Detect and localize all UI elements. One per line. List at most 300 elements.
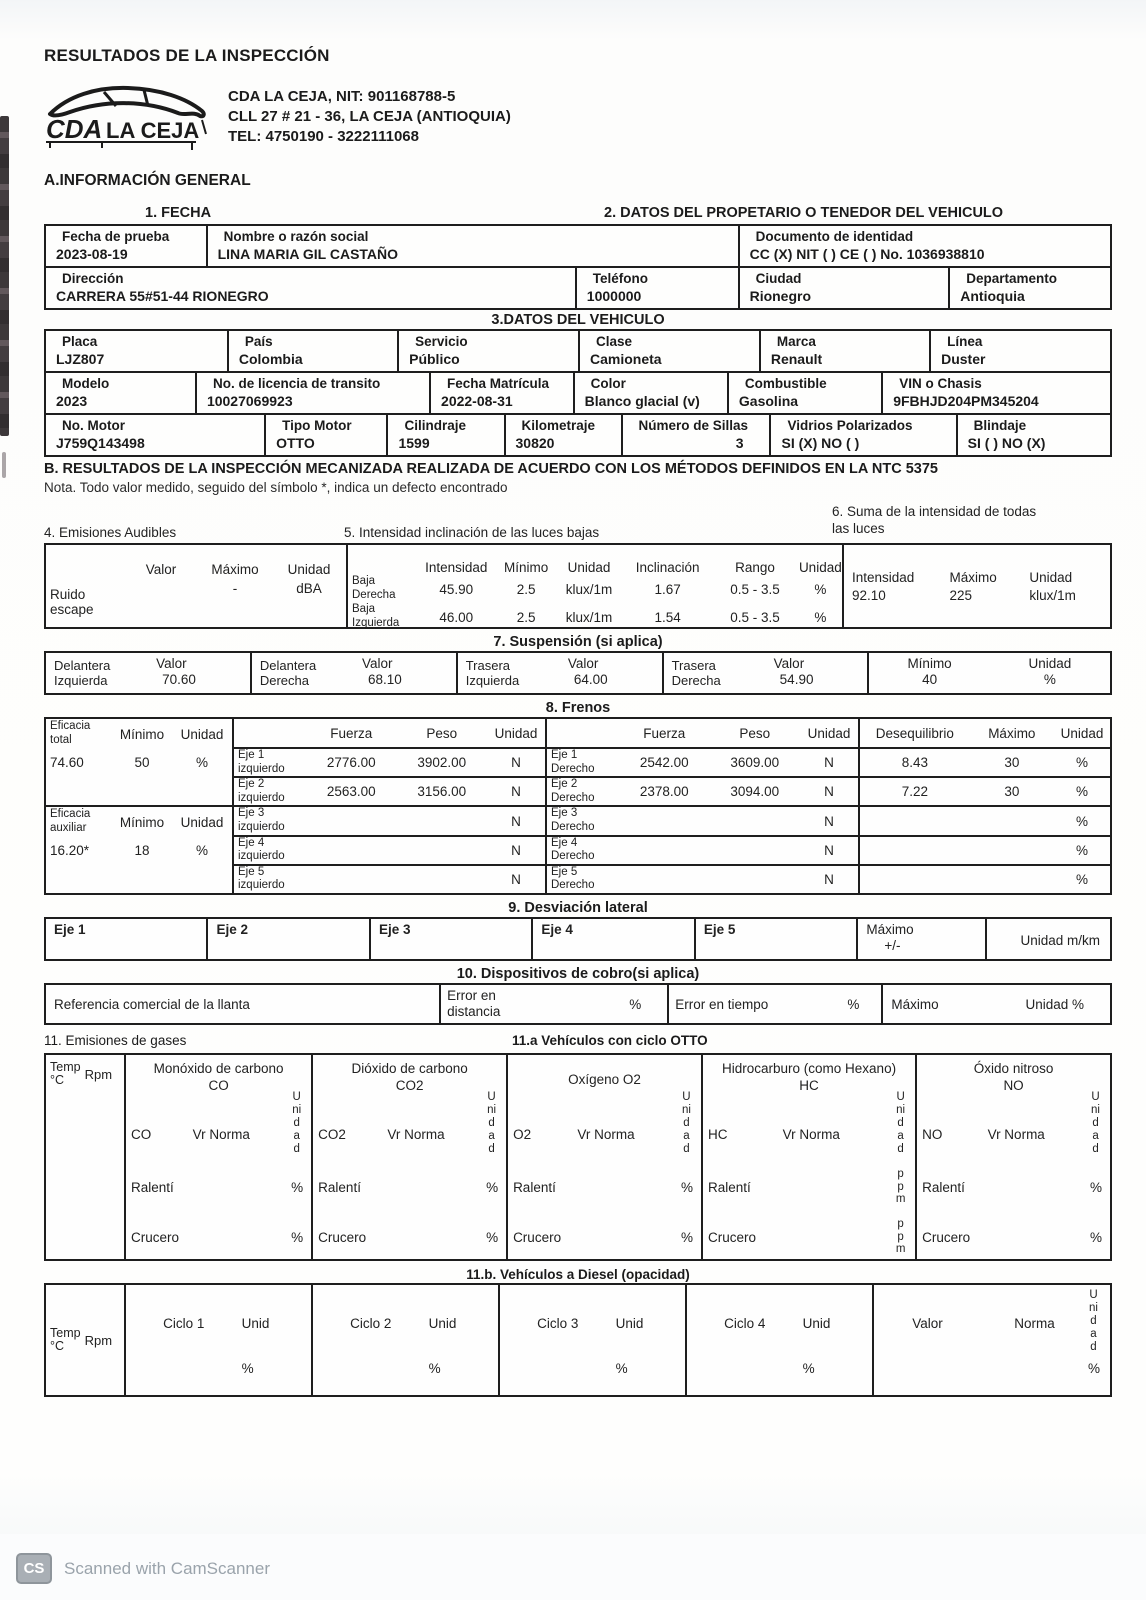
label-line2: escape bbox=[50, 602, 94, 617]
field-label: Vidrios Polarizados bbox=[787, 418, 913, 433]
ciclo-label: Ciclo 4 bbox=[724, 1315, 766, 1331]
section-6-title-line1: 6. Suma de la intensidad de todas bbox=[832, 504, 1037, 519]
gas-formula: CO2 bbox=[395, 1078, 424, 1093]
vr-norma-row bbox=[508, 1105, 681, 1163]
ralenti-label: Ralentí bbox=[131, 1179, 174, 1195]
col-unidad-2: Unidad bbox=[798, 560, 842, 575]
minimo-label: Mínimo bbox=[119, 726, 165, 742]
eje-label: Eje 4 bbox=[238, 836, 265, 849]
error-distancia-cell bbox=[439, 985, 667, 1023]
temp-rpm-cell bbox=[46, 1285, 124, 1395]
unidad-value: N bbox=[824, 813, 834, 829]
eje-label: Eje 5 bbox=[551, 865, 578, 878]
maximo-label: Máximo bbox=[866, 922, 914, 937]
col-unidad: Unidad bbox=[807, 725, 851, 741]
field-pais bbox=[227, 331, 397, 371]
eje-5-cell: Eje 5 bbox=[694, 919, 856, 959]
crucero-label: Crucero bbox=[707, 1229, 756, 1245]
field-value: 2023-08-19 bbox=[56, 246, 128, 262]
deseq-value: 8.43 bbox=[901, 755, 928, 771]
valor-norma-column bbox=[872, 1285, 1110, 1395]
unit-value: ppm bbox=[895, 1167, 906, 1206]
field-value: CC (X) NIT ( ) CE ( ) No. 1036938810 bbox=[749, 246, 985, 262]
section-2-title: 2. DATOS DEL PROPETARIO O TENEDOR DEL VEHICULO bbox=[604, 205, 1004, 221]
section-6-title bbox=[832, 503, 1036, 537]
unidad-vertical bbox=[1090, 1091, 1110, 1163]
emissions-lights-table bbox=[44, 543, 1112, 629]
col-maximo: Máximo bbox=[988, 725, 1036, 741]
unidad-vertical bbox=[681, 1091, 701, 1163]
eje-side: izquierdo bbox=[238, 821, 285, 833]
right-axles-panel bbox=[545, 719, 858, 893]
label-line2: Izquierda bbox=[352, 617, 400, 629]
fuerza-value: 2378.00 bbox=[639, 784, 689, 800]
deseq-row-5 bbox=[860, 864, 1110, 893]
otto-gas-emissions-table bbox=[44, 1053, 1112, 1261]
field-kilometraje bbox=[504, 415, 621, 455]
field-no-motor bbox=[46, 415, 264, 455]
gas-name: Dióxido de carbono bbox=[351, 1061, 468, 1076]
field-fecha-matricula bbox=[429, 373, 573, 413]
scan-artifact-mark bbox=[2, 452, 6, 478]
field-value: Duster bbox=[941, 351, 986, 367]
crucero-label: Crucero bbox=[513, 1229, 562, 1245]
suspension-limits bbox=[867, 653, 1110, 693]
sections-4-5-6-headers bbox=[44, 503, 1112, 543]
maximo-plusminus: +/- bbox=[884, 938, 901, 953]
label-line2: Izquierda bbox=[465, 673, 520, 688]
field-value: SI (X) NO ( ) bbox=[781, 435, 860, 451]
eje-label: Eje 1 bbox=[238, 749, 265, 762]
crucero-unit bbox=[486, 1211, 506, 1263]
ralenti-label: Ralentí bbox=[513, 1179, 556, 1195]
deseq-row-1 bbox=[860, 747, 1110, 776]
field-value: 30820 bbox=[515, 435, 555, 451]
suspension-trasera-derecha bbox=[662, 653, 868, 693]
temp-label: Temp bbox=[50, 1326, 81, 1340]
unit-value: % bbox=[680, 1179, 693, 1195]
section-b-note: Nota. Todo valor medido, seguido del símbolo *, indica un defecto encontrado bbox=[44, 480, 508, 495]
eje-2-cell: Eje 2 bbox=[206, 919, 368, 959]
ralenti-label: Ralentí bbox=[707, 1179, 751, 1195]
vr-norma-row bbox=[917, 1105, 1090, 1163]
section-9-title: 9. Desviación lateral bbox=[508, 900, 648, 916]
eje-side: Derecho bbox=[551, 850, 595, 863]
field-label: Color bbox=[590, 376, 626, 391]
company-name-nit: CDA LA CEJA, NIT: 901168788-5 bbox=[228, 88, 456, 105]
unidad-letters: Unidad bbox=[1091, 1091, 1100, 1155]
unidad-letters: Unidad bbox=[1089, 1289, 1098, 1353]
baja-derecha-unidad-pct: % bbox=[814, 581, 827, 597]
field-telefono bbox=[575, 268, 738, 308]
unidad-vertical bbox=[291, 1091, 311, 1163]
company-header bbox=[44, 82, 1112, 152]
eficacia-auxiliar-minimo: 18 bbox=[134, 843, 150, 858]
baja-derecha-label bbox=[348, 575, 414, 602]
label-line1: Baja bbox=[352, 575, 376, 588]
field-value: Renault bbox=[770, 351, 823, 367]
gas-code: HC bbox=[707, 1126, 728, 1142]
unidad-value: N bbox=[511, 813, 521, 829]
field-label: Fecha de prueba bbox=[62, 229, 170, 244]
fuerza-value: 2542.00 bbox=[639, 755, 689, 771]
eje-3-cell: Eje 3 bbox=[369, 919, 531, 959]
section-11-headers bbox=[44, 1033, 1112, 1053]
eje-label: Eje 3 bbox=[238, 807, 265, 820]
field-documento-identidad bbox=[738, 226, 1110, 266]
unidad-value: N bbox=[824, 842, 834, 858]
unid-label: Unid bbox=[428, 1315, 457, 1331]
ciclo-label: Ciclo 3 bbox=[537, 1315, 579, 1331]
field-value: 3 bbox=[735, 435, 744, 451]
label-line1: Baja bbox=[352, 603, 376, 616]
section-5-title: 5. Intensidad inclinación de las luces bajas bbox=[344, 525, 600, 540]
gas-column-hc bbox=[701, 1055, 915, 1259]
pct-value: % bbox=[1088, 1361, 1101, 1376]
ruido-maximo: - bbox=[232, 581, 238, 596]
field-clase bbox=[578, 331, 759, 371]
suspension-delantera-derecha bbox=[250, 653, 456, 693]
maximo-value: 30 bbox=[1004, 755, 1020, 771]
col-rango: Rango bbox=[735, 560, 775, 575]
section-a-title: A.INFORMACIÓN GENERAL bbox=[44, 172, 251, 189]
field-value: 2023 bbox=[56, 393, 88, 409]
scan-artifact-strip bbox=[0, 116, 9, 436]
eficacia-total-unidad: % bbox=[195, 755, 208, 770]
label-line1: Trasera bbox=[465, 658, 511, 673]
eje-2-izquierdo-row bbox=[234, 776, 545, 805]
baja-izquierda-unidad-pct: % bbox=[814, 609, 827, 625]
vehicle-table bbox=[44, 329, 1112, 457]
maximo-value: 30 bbox=[1004, 784, 1020, 800]
crucero-label: Crucero bbox=[318, 1229, 367, 1245]
pct-value: % bbox=[428, 1361, 441, 1376]
field-label: Clase bbox=[595, 334, 633, 349]
section-b-title: B. RESULTADOS DE LA INSPECCIÓN MECANIZADA REALIZADA DE ACUERDO CON LOS MÉTODOS DEFINIDOS EN LA NTC 5375 bbox=[44, 461, 938, 477]
col-maximo: Máximo bbox=[949, 570, 997, 585]
field-tipo-motor bbox=[264, 415, 386, 455]
svg-text:LA CEJA: LA CEJA bbox=[106, 117, 200, 143]
minimo-value: 40 bbox=[922, 672, 938, 687]
ciclo-label: Ciclo 2 bbox=[350, 1315, 392, 1331]
ciclo-1-column bbox=[124, 1285, 311, 1395]
baja-izquierda-inclinacion: 1.54 bbox=[654, 609, 681, 625]
baja-izquierda-intensidad: 46.00 bbox=[439, 609, 474, 625]
ralenti-label: Ralentí bbox=[922, 1179, 965, 1195]
camscanner-footer bbox=[0, 1534, 1146, 1600]
col-unidad: Unidad bbox=[1060, 725, 1104, 741]
brakes-table bbox=[44, 717, 1112, 895]
camscanner-badge-icon: CS bbox=[16, 1553, 52, 1584]
col-inclinacion: Inclinación bbox=[635, 560, 700, 575]
field-label: VIN o Chasis bbox=[899, 376, 982, 391]
field-value: LINA MARIA GIL CASTAÑO bbox=[217, 246, 399, 262]
baja-izquierda-label bbox=[348, 603, 414, 630]
col-fuerza: Fuerza bbox=[643, 725, 686, 741]
field-combustible bbox=[727, 373, 881, 413]
eficacia-auxiliar-box bbox=[46, 805, 232, 893]
unidad-value: N bbox=[511, 784, 521, 800]
field-value: LJZ807 bbox=[56, 351, 105, 367]
pct-value: % bbox=[615, 1361, 628, 1376]
ciclo-3-column bbox=[498, 1285, 685, 1395]
unid-label: Unid bbox=[241, 1315, 270, 1331]
field-value: 9FBHJD204PM345204 bbox=[893, 393, 1039, 409]
field-label: Ciudad bbox=[755, 271, 802, 286]
unit-value: % bbox=[291, 1179, 304, 1195]
field-label: Departamento bbox=[966, 271, 1058, 286]
gas-code: NO bbox=[922, 1126, 943, 1142]
company-address: CLL 27 # 21 - 36, LA CEJA (ANTIOQUIA) bbox=[228, 108, 511, 125]
label-line1: Delantera bbox=[259, 658, 317, 673]
suspension-table bbox=[44, 651, 1112, 695]
field-ciudad bbox=[738, 268, 949, 308]
field-value: Colombia bbox=[238, 351, 303, 367]
peso-value: 3156.00 bbox=[417, 784, 467, 800]
deseq-value: 7.22 bbox=[901, 784, 928, 800]
unidad-pct: % bbox=[1075, 784, 1088, 800]
col-peso: Peso bbox=[426, 725, 458, 741]
gas-title bbox=[917, 1055, 1110, 1105]
pct-value: % bbox=[241, 1361, 254, 1376]
field-value: OTTO bbox=[276, 435, 315, 451]
col-unidad: Unidad bbox=[494, 725, 538, 741]
field-label: Modelo bbox=[62, 376, 110, 391]
unidad-cell: Unidad m/km bbox=[985, 919, 1110, 959]
valor-label: Valor bbox=[361, 656, 393, 671]
vr-norma-label: Vr Norma bbox=[192, 1126, 250, 1142]
unit-value: % bbox=[486, 1229, 499, 1245]
vr-norma-row bbox=[703, 1105, 895, 1163]
label: Error en tiempo bbox=[675, 996, 769, 1012]
eje-label: Eje 3 bbox=[551, 807, 578, 820]
field-label: Servicio bbox=[415, 334, 468, 349]
company-phone: TEL: 4750190 - 3222111068 bbox=[228, 128, 419, 145]
diesel-opacity-table bbox=[44, 1283, 1112, 1397]
field-label: Línea bbox=[947, 334, 983, 349]
eficacia-total-minimo: 50 bbox=[134, 755, 150, 770]
field-label: Fecha Matrícula bbox=[447, 376, 550, 391]
baja-derecha-unidad: klux/1m bbox=[565, 581, 613, 597]
lights-sum-panel bbox=[842, 545, 1110, 627]
gas-column-co bbox=[124, 1055, 311, 1259]
gas-title bbox=[703, 1055, 915, 1105]
peso-value: 3902.00 bbox=[417, 755, 467, 771]
label-line2: Derecha bbox=[671, 673, 721, 688]
temp-label: Temp bbox=[50, 1060, 81, 1074]
col-peso: Peso bbox=[739, 725, 771, 741]
rpm-label: Rpm bbox=[84, 1333, 113, 1348]
crucero-unit bbox=[291, 1211, 311, 1263]
valor-label: Valor bbox=[773, 656, 805, 671]
field-value: Antioquia bbox=[960, 288, 1025, 304]
eficacia-auxiliar-unidad: % bbox=[195, 843, 208, 858]
gas-column-no bbox=[915, 1055, 1110, 1259]
section-1-title: 1. FECHA bbox=[145, 205, 212, 221]
ruido-escape-label bbox=[46, 587, 124, 617]
unid-label: Unid bbox=[802, 1315, 831, 1331]
label-line2: auxiliar bbox=[50, 822, 87, 834]
baja-derecha-intensidad: 45.90 bbox=[439, 581, 474, 597]
vr-norma-label: Vr Norma bbox=[987, 1126, 1045, 1142]
gas-name: Hidrocarburo (como Hexano) bbox=[722, 1061, 897, 1076]
field-value: Camioneta bbox=[589, 351, 662, 367]
valor-label: Valor bbox=[912, 1315, 943, 1331]
section-10-title: 10. Dispositivos de cobro(si aplica) bbox=[456, 966, 700, 982]
eje-1-derecho-row bbox=[547, 747, 858, 776]
field-numero-sillas bbox=[621, 415, 770, 455]
field-nombre-razon-social bbox=[206, 226, 738, 266]
unidad-label: Unidad % bbox=[1025, 996, 1084, 1012]
field-label: Placa bbox=[62, 334, 98, 349]
col-minimo: Mínimo bbox=[504, 560, 549, 575]
eje-label: Eje 4 bbox=[551, 836, 578, 849]
label-line2: Izquierda bbox=[54, 673, 108, 688]
unit-value: % bbox=[1090, 1179, 1103, 1195]
imbalance-panel bbox=[858, 719, 1110, 893]
eje-side: Derecho bbox=[551, 821, 595, 833]
suspension-trasera-izquierda bbox=[456, 653, 662, 693]
ruido-unidad: dBA bbox=[296, 581, 322, 596]
gas-name: Oxígeno O2 bbox=[568, 1072, 641, 1087]
label-line1: Delantera bbox=[54, 658, 111, 673]
field-label: Tipo Motor bbox=[282, 418, 352, 433]
crucero-label: Crucero bbox=[131, 1229, 180, 1245]
cda-car-logo-icon bbox=[44, 80, 214, 155]
field-value: 1599 bbox=[398, 435, 430, 451]
eje-4-cell: Eje 4 bbox=[531, 919, 693, 959]
unit-pct: % bbox=[847, 996, 860, 1012]
vr-norma-label: Vr Norma bbox=[577, 1126, 635, 1142]
col-fuerza: Fuerza bbox=[330, 725, 373, 741]
section-6-title-line2: las luces bbox=[832, 521, 885, 536]
eje-side: izquierdo bbox=[238, 762, 285, 775]
ciclo-label: Ciclo 1 bbox=[163, 1315, 205, 1331]
low-beam-lights-panel bbox=[346, 545, 842, 627]
eje-5-derecho-row bbox=[547, 864, 858, 893]
camscanner-watermark-text: Scanned with CamScanner bbox=[64, 1558, 271, 1578]
unidad-value: N bbox=[824, 755, 834, 771]
unidad-value: N bbox=[511, 842, 521, 858]
field-value: 10027069923 bbox=[206, 393, 293, 409]
crucero-unit bbox=[895, 1211, 915, 1263]
field-linea bbox=[929, 331, 1110, 371]
field-servicio bbox=[397, 331, 578, 371]
referencia-llanta-cell: Referencia comercial de la llanta bbox=[54, 996, 250, 1012]
eje-5-izquierdo-row bbox=[234, 864, 545, 893]
vr-norma-label: Vr Norma bbox=[782, 1126, 840, 1142]
field-fecha-de-prueba bbox=[46, 226, 206, 266]
unid-label: Unid bbox=[615, 1315, 644, 1331]
suspension-delantera-izquierda bbox=[46, 653, 250, 693]
crucero-unit bbox=[681, 1211, 701, 1263]
field-label: Blindaje bbox=[973, 418, 1027, 433]
unit-pct: % bbox=[629, 996, 642, 1012]
field-value: CARRERA 55#51-44 RIONEGRO bbox=[56, 288, 269, 304]
field-value: Público bbox=[409, 351, 460, 367]
eje-4-izquierdo-row bbox=[234, 835, 545, 864]
ralenti-label: Ralentí bbox=[318, 1179, 361, 1195]
unidad-letters: Unidad bbox=[487, 1091, 497, 1155]
field-cilindraje bbox=[386, 415, 503, 455]
field-licencia-transito bbox=[195, 373, 429, 413]
unit-value: ppm bbox=[895, 1217, 906, 1256]
unidad-pct: % bbox=[1075, 871, 1088, 887]
col-valor: Valor bbox=[145, 562, 177, 577]
field-label: No. Motor bbox=[62, 418, 125, 433]
peso-value: 3094.00 bbox=[730, 784, 780, 800]
brake-efficiency-panel bbox=[46, 719, 232, 893]
label-line1: Ruido bbox=[50, 587, 86, 602]
gas-code: O2 bbox=[513, 1126, 532, 1142]
page-title: RESULTADOS DE LA INSPECCIÓN bbox=[44, 46, 330, 65]
eje-label: Eje 2 bbox=[551, 778, 578, 791]
norma-label: Norma bbox=[1014, 1315, 1055, 1331]
col-unidad: Unidad bbox=[567, 560, 611, 575]
unidad-pct: % bbox=[1075, 813, 1088, 829]
vr-norma-row bbox=[313, 1105, 486, 1163]
eje-label: Eje 5 bbox=[238, 865, 265, 878]
maximo-unidad-cell bbox=[881, 985, 1110, 1023]
vr-norma-row bbox=[126, 1105, 291, 1163]
field-value: Rionegro bbox=[749, 288, 812, 304]
valor-value: 68.10 bbox=[367, 672, 402, 687]
ruido-valor bbox=[124, 577, 198, 581]
label-line1: Error en bbox=[447, 988, 496, 1003]
left-axles-panel bbox=[232, 719, 545, 893]
eje-3-derecho-row bbox=[547, 805, 858, 834]
gas-formula: NO bbox=[1003, 1078, 1024, 1093]
section-3-title: 3.DATOS DEL VEHICULO bbox=[491, 312, 665, 328]
section-7-title: 7. Suspensión (si aplica) bbox=[493, 634, 663, 650]
vr-norma-label: Vr Norma bbox=[387, 1126, 445, 1142]
deseq-row-3 bbox=[860, 805, 1110, 834]
company-info bbox=[228, 87, 511, 147]
gas-code: CO bbox=[131, 1126, 152, 1142]
gas-column-co2 bbox=[311, 1055, 506, 1259]
section-8-title: 8. Frenos bbox=[545, 700, 611, 716]
valor-label: Valor bbox=[567, 656, 599, 671]
eje-3-izquierdo-row bbox=[234, 805, 545, 834]
eje-side: izquierdo bbox=[238, 791, 285, 804]
unidad-label: Unidad bbox=[180, 726, 224, 742]
gas-column-o2 bbox=[506, 1055, 701, 1259]
field-departamento bbox=[948, 268, 1110, 308]
unit-value: % bbox=[680, 1229, 693, 1245]
baja-izquierda-minimo: 2.5 bbox=[516, 609, 536, 625]
valor-value: 70.60 bbox=[162, 672, 196, 687]
baja-izquierda-unidad: klux/1m bbox=[565, 609, 613, 625]
deseq-row-4 bbox=[860, 835, 1110, 864]
maximo-label: Máximo bbox=[891, 996, 939, 1012]
eje-1-cell: Eje 1 bbox=[54, 922, 86, 937]
field-label: Teléfono bbox=[592, 271, 649, 286]
field-label: Dirección bbox=[62, 271, 124, 286]
field-label: Número de Sillas bbox=[638, 418, 749, 433]
eje-side: izquierdo bbox=[238, 879, 285, 892]
baja-derecha-rango: 0.5 - 3.5 bbox=[730, 581, 780, 597]
gas-title bbox=[508, 1055, 701, 1105]
ralenti-unit bbox=[291, 1163, 311, 1211]
field-label: Documento de identidad bbox=[755, 229, 914, 244]
crucero-unit bbox=[1090, 1211, 1110, 1263]
col-intensidad: Intensidad bbox=[425, 560, 488, 575]
unidad-value: N bbox=[824, 784, 834, 800]
field-label: Marca bbox=[776, 334, 816, 349]
ralenti-unit bbox=[895, 1163, 915, 1211]
ralenti-unit bbox=[1090, 1163, 1110, 1211]
unidad-pct: % bbox=[1075, 842, 1088, 858]
